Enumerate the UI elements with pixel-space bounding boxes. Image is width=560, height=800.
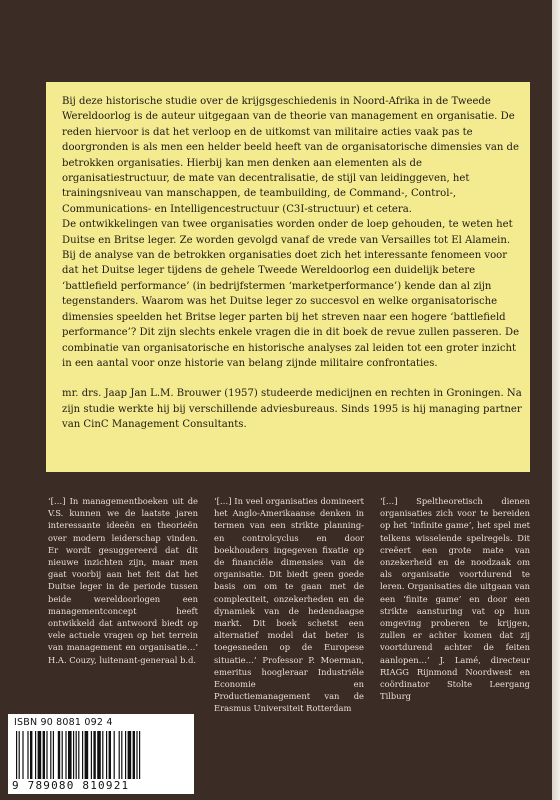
- blurb-paragraph-2: De ontwikkelingen van twee organisaties worden onder de loep gehouden, te weten het Duitse en Britse leger. Ze worden gevolgd vanaf de vrede van Versailles tot El Alamein. Bij de analyse van de betrokken organisaties doet zich het interessante fenomeen voor dat het Duitse leger tijdens de gehele Tweede Wereldoorlog een duidelijk betere ‘battlefield performance’ (in bedrijfstermen ‘marketperformance’) kende dan al zijn tegenstanders. Waarom was het Duitse leger zo succesvol en welke organisatorische dimensies speelden het Britse leger parten bij het streven naar een hogere ‘battlefield performance’? Dit zijn slechts enkele vragen die in dit boek de revue zullen passeren. De combinatie van organisatorische en historische analyses zal leiden tot een groter inzicht in een aantal voor onze historie van belang zijnde militaire confrontaties.: [62, 219, 520, 369]
- quote-attribution: J. Lamé, directeur RIAGG Rijnmond Noordwest en coördinator Stolte Leergang Tilburg: [380, 654, 531, 702]
- quote-moerman: [214, 495, 364, 715]
- quote-attribution: H.A. Couzy, luitenant-generaal b.d.: [48, 654, 197, 665]
- blurb-paragraph-1: Bij deze historische studie over de krijgsgeschiedenis in Noord-Afrika in de Tweede Wereldoorlog is de auteur uitgegaan van de theorie van management en organisatie. De reden hiervoor is dat het verloop en de uitkomst van militaire acties vaak pas te doorgronden is als men een helder beeld heeft van de organisatorische dimensies van de betrokken organisaties. Hierbij kan men denken aan elementen als de organisatiestructuur, de mate van decentralisatie, de stijl van leidinggeven, het trainingsniveau van manschappen, de teambuilding, de Command-, Control-, Communications- en Intelligencestructuur (C3I-structuur) et cetera.: [62, 96, 519, 215]
- barcode-icon: [14, 731, 186, 779]
- page-edge: [552, 0, 560, 800]
- ean-number: 9 789080 810921: [12, 779, 130, 792]
- endorsement-quotes: [48, 495, 536, 735]
- barcode-label: [8, 714, 194, 794]
- quote-text: ‘[…] In managementboeken uit de V.S. kunnen we de laatste jaren interessante ideeën en theorieën over modern leiderschap vinden. Er wordt gesuggereerd dat dit nieuwe inzichten zijn, maar men gaat voorbij aan het feit dat het Duitse leger in de periode tussen beide wereldoorlogen een managementconcept heeft ontwikkeld dat antwoord biedt op vele actuele vragen op het terrein van management en organisatie…’: [48, 496, 198, 653]
- quote-text: ‘[…] Speltheoretisch dienen organisaties zich voor te bereiden op het ‘infinite game’, het spel met telkens wisselende spelregels. Dit creëert een grote mate van onzekerheid en de noodzaak om als organisatie voortdurend te leren. Organisaties die uitgaan van een ‘finite game’ en door een strikte aansturing vat op hun omgeving proberen te krijgen, zullen er achter komen dat zij voortdurend achter de feiten aanlopen…’: [380, 496, 530, 665]
- author-bio: mr. drs. Jaap Jan L.M. Brouwer (1957) studeerde medicijnen en rechten in Groningen. Na zijn studie werkte hij bij verschillende adviesbureaus. Sinds 1995 is hij managing partner van CinC Management Consultants.: [62, 388, 522, 431]
- quote-lame: [380, 495, 530, 702]
- quote-text: ‘[…] In veel organisaties domineert het Anglo-Amerikaanse denken in termen van een strikte planning- en controlcyclus en door boekhouders ingegeven fixatie op de financiële dimensies van de organisatie. Dit biedt geen goede basis om om te gaan met de complexiteit, onzekerheden en de dynamiek van de hedendaagse markt. Dit boek schetst een alternatief model dat beter is toegesneden op de Europese situatie…’: [214, 496, 364, 665]
- blurb-text: [62, 94, 522, 433]
- quote-couzy: [48, 495, 198, 666]
- isbn-text: ISBN 90 8081 092 4: [14, 717, 113, 728]
- quote-attribution: Professor P. Moerman, emeritus hoogleraar Industriële Economie en Productiemanagement van de Erasmus Universiteit Rotterdam: [214, 654, 365, 714]
